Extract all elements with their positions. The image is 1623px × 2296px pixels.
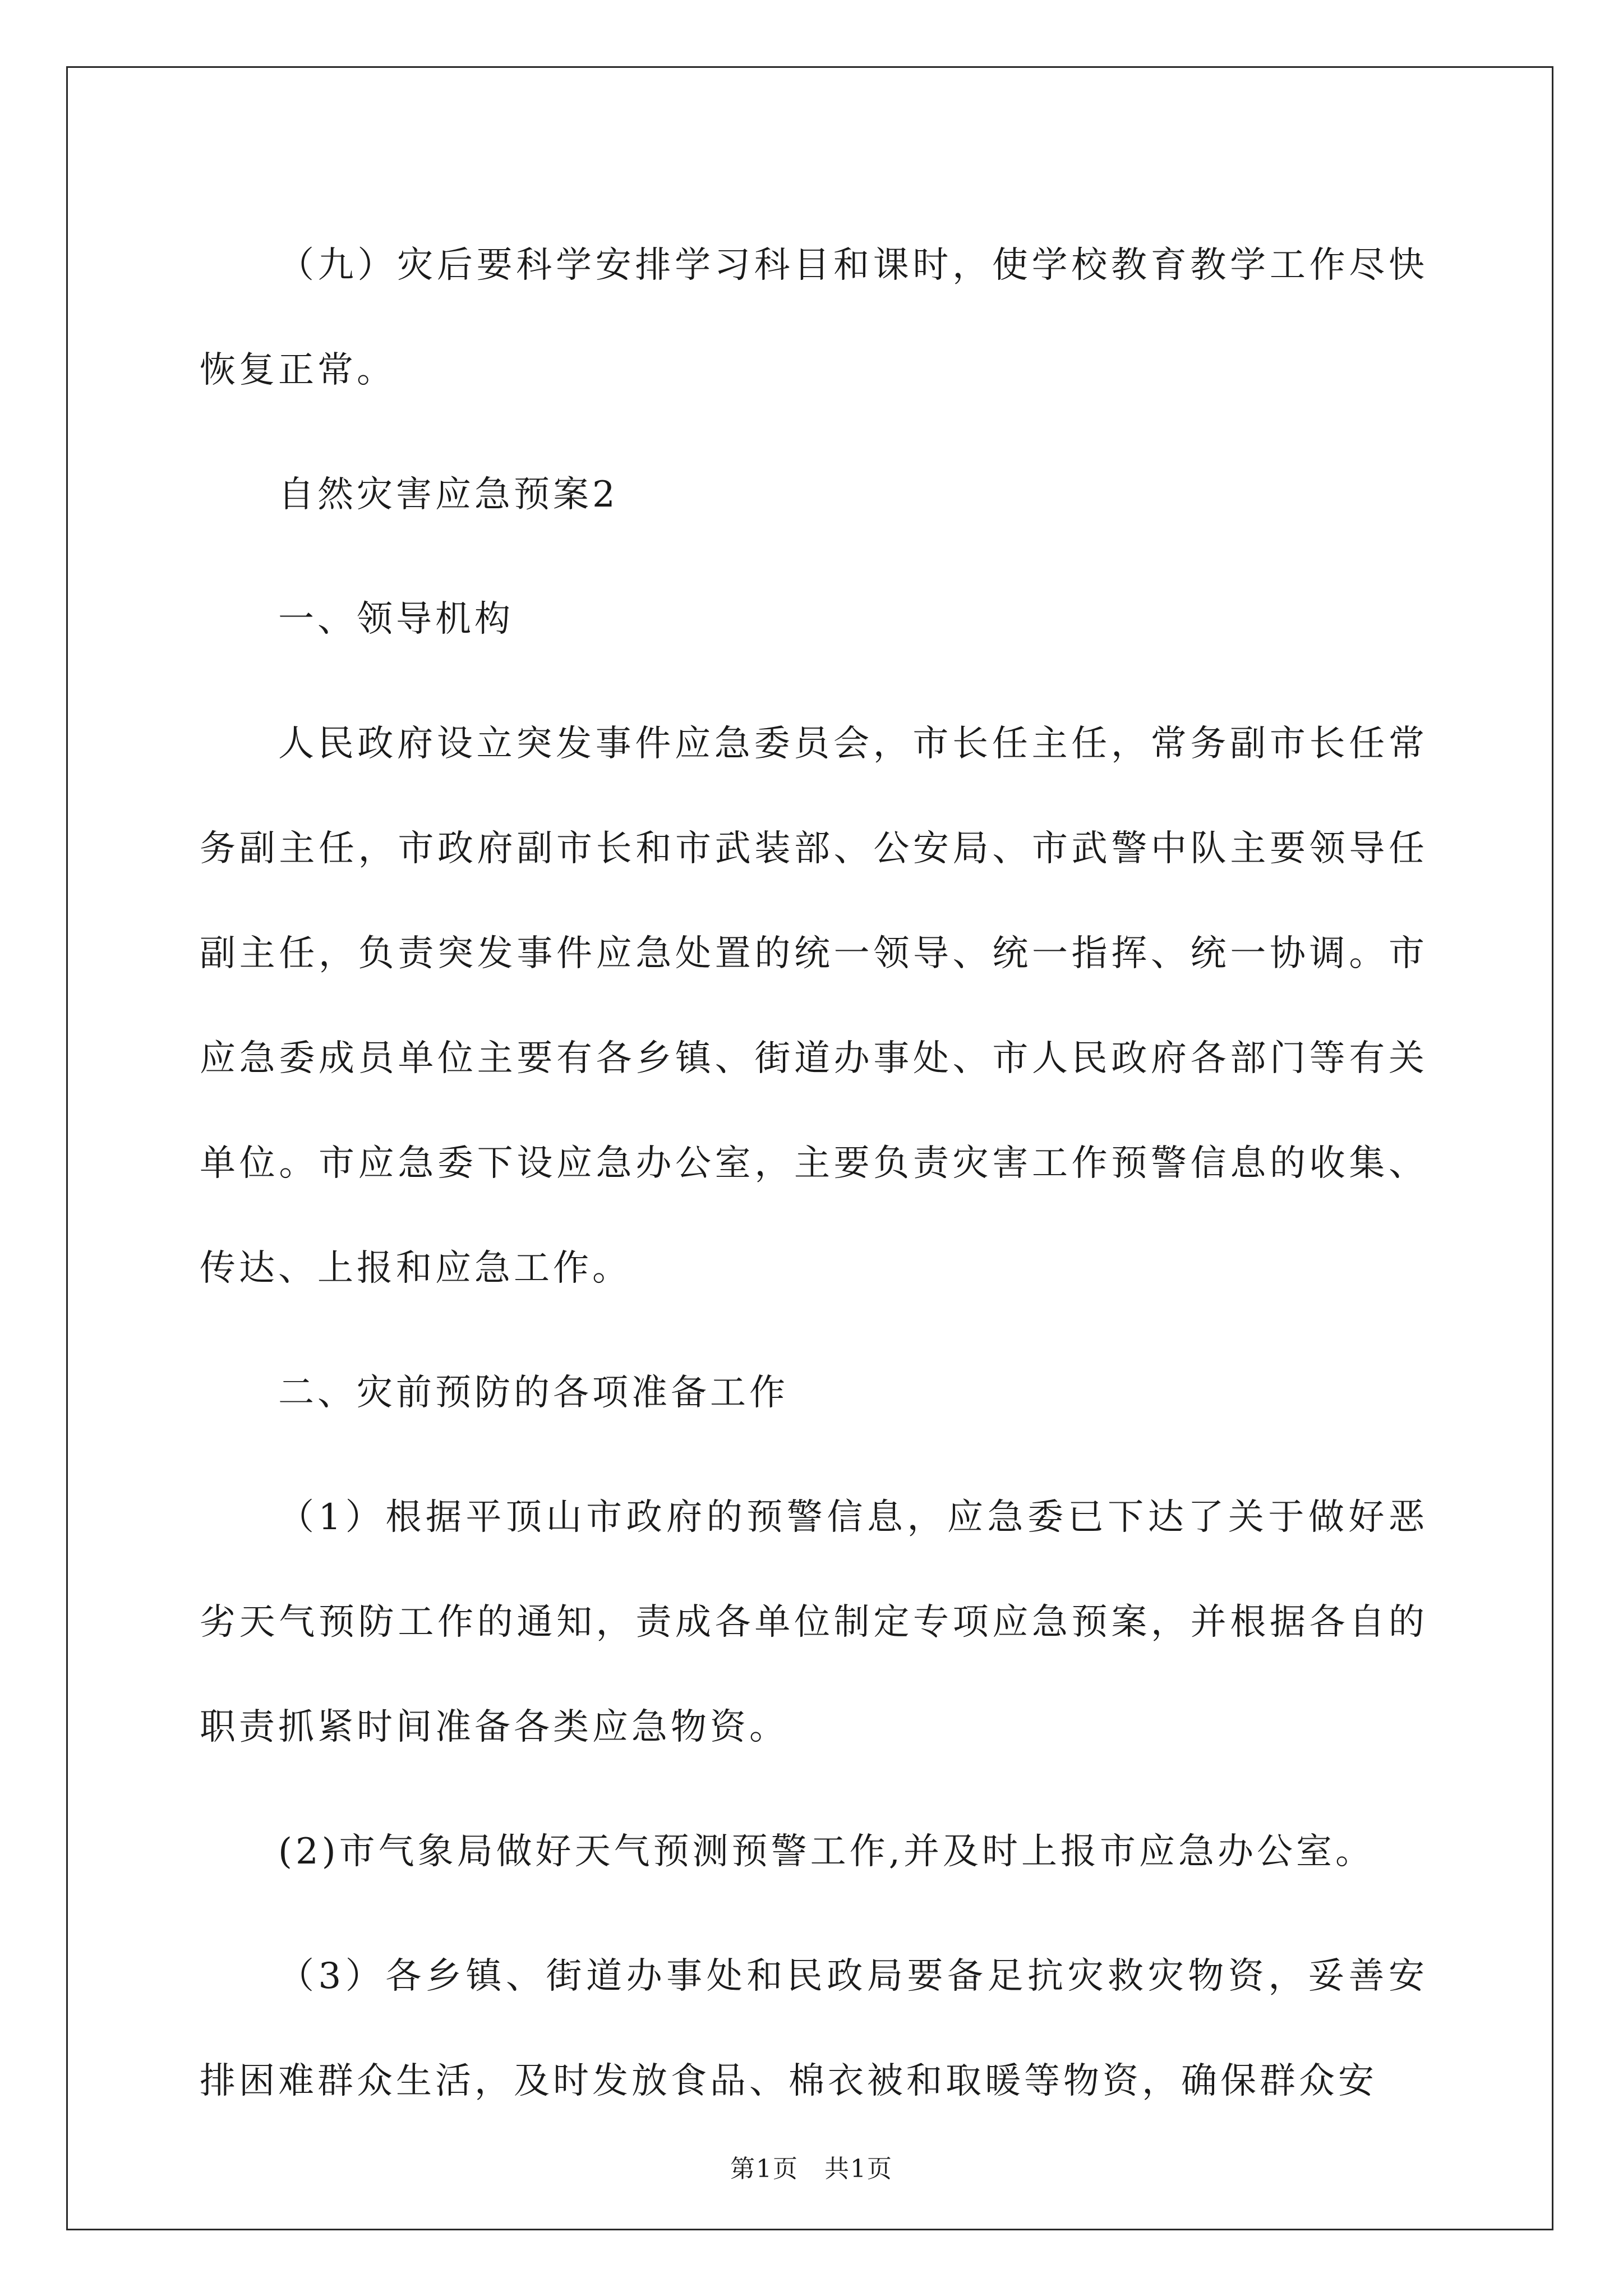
- heading-preparation: 二、灾前预防的各项准备工作: [278, 1372, 789, 1414]
- paragraph-item-3: （3）各乡镇、街道办事处和民政局要备足抗灾救灾物资，妥善安排困难群众生活，及时发放食品、棉衣被和取暖等物资，确保群众安: [200, 1955, 1428, 2102]
- page-footer: 第1页 共1页: [730, 2155, 893, 2183]
- paragraph-item-2: (2)市气象局做好天气预测预警工作,并及时上报市应急办公室。: [278, 1831, 1375, 1872]
- paragraph-leadership: 人民政府设立突发事件应急委员会，市长任主任，常务副市长任常务副主任，市政府副市长和市武装部、公安局、市武警中队主要领导任副主任，负责突发事件应急处置的统一领导、统一指挥、统一协调。市应急委成员单位主要有各乡镇、街道办事处、市人民政府各部门等有关单位。市应急委下设应急办公室，主要负责灾害工作预警信息的收集、传达、上报和应急工作。: [200, 723, 1428, 1289]
- document-body: [200, 213, 1428, 2134]
- section-title: 自然灾害应急预案2: [278, 474, 619, 516]
- paragraph-item-1: （1）根据平顶山市政府的预警信息，应急委已下达了关于做好恶劣天气预防工作的通知，责成各单位制定专项应急预案，并根据各自的职责抓紧时间准备各类应急物资。: [200, 1497, 1428, 1748]
- heading-leadership: 一、领导机构: [278, 599, 514, 640]
- paragraph-1: （九）灾后要科学安排学习科目和课时，使学校教育教学工作尽快恢复正常。: [200, 245, 1428, 391]
